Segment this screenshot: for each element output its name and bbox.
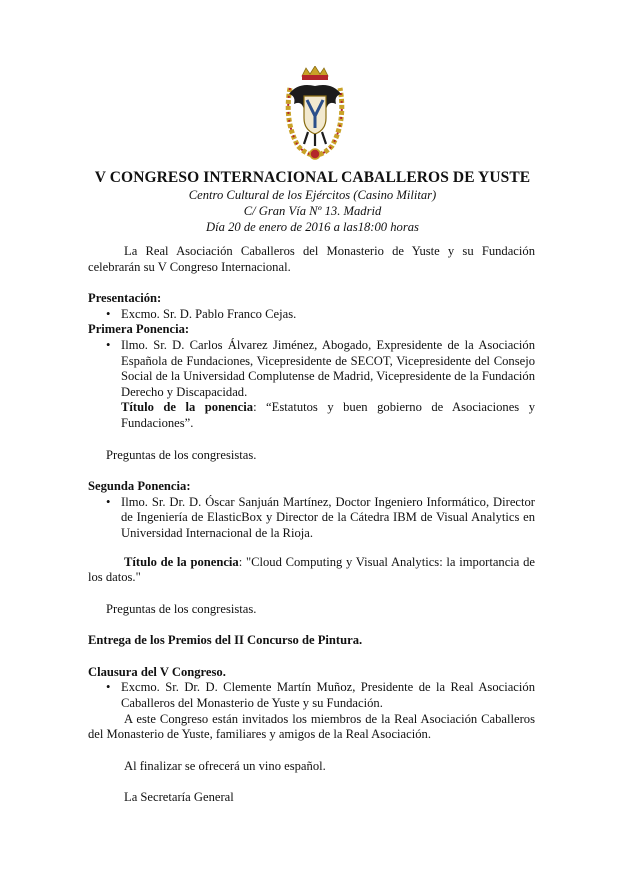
- intro-paragraph: La Real Asociación Caballeros del Monasterio de Yuste y su Fundación celebrarán su V Congreso Internacional.: [88, 244, 535, 274]
- bullet-glyph: •: [106, 680, 111, 695]
- primera-titulo-label: Título de la ponencia: [121, 400, 254, 415]
- segunda-preguntas: Preguntas de los congresistas.: [106, 601, 257, 616]
- primera-preguntas: Preguntas de los congresistas.: [106, 447, 257, 462]
- primera-titulo: [88, 400, 535, 431]
- segunda-item: [88, 495, 535, 542]
- date-line: Día 20 de enero de 2016 a las18:00 horas: [206, 220, 419, 234]
- segunda-titulo-label: Título de la ponencia: [124, 554, 239, 569]
- segunda-heading: Segunda Ponencia:: [88, 479, 191, 494]
- presentacion-heading: Presentación:: [88, 291, 162, 306]
- signature-line: La Secretaría General: [124, 790, 234, 805]
- segunda-item-text: Ilmo. Sr. Dr. D. Óscar Sanjuán Martínez, Doctor Ingeniero Informático, Director de Ingeniería de ElasticBox y Director de la Cátedra IBM de Visual Analytics en Universidad Internacional de la Rioja.: [121, 494, 535, 540]
- vino-paragraph: Al finalizar se ofrecerá un vino español.: [124, 758, 326, 773]
- clausura-item: [88, 680, 535, 711]
- document-body: [88, 244, 535, 806]
- clausura-heading: Clausura del V Congreso.: [88, 664, 226, 679]
- clausura-invitados: A este Congreso están invitados los miembros de la Real Asociación Caballeros del Monasterio de Yuste, familiares y amigos de la Real Asociación.: [88, 711, 535, 742]
- primera-titulo-text: : “Estatutos y buen gobierno de Asociaciones y Fundaciones”.: [121, 400, 535, 430]
- primera-item: [88, 338, 535, 400]
- bullet-glyph: •: [106, 494, 111, 509]
- presentacion-item-text: Excmo. Sr. D. Pablo Franco Cejas.: [121, 306, 297, 321]
- primera-item-text: Ilmo. Sr. D. Carlos Álvarez Jiménez, Abogado, Expresidente de la Asociación Española de Fundaciones, Vicepresidente de SECOT, Vicepresidente del Consejo Social de la Universidad Complutense de Madrid, Vicepresidente de la Fundación Derecho y Discapacidad.: [121, 337, 535, 399]
- segunda-titulo: [88, 555, 535, 586]
- document-header: [60, 168, 565, 235]
- venue-line: Centro Cultural de los Ejércitos (Casino Militar): [188, 188, 437, 202]
- segunda-titulo-text: : "Cloud Computing y Visual Analytics: la importancia de los datos.": [88, 554, 535, 585]
- clausura-item-text: Excmo. Sr. Dr. D. Clemente Martín Muñoz, Presidente de la Real Asociación Caballeros del Monasterio de Yuste y su Fundación.: [121, 680, 535, 711]
- bullet-glyph: •: [106, 306, 111, 321]
- entrega-heading: Entrega de los Premios del II Concurso de Pintura.: [88, 633, 363, 648]
- coat-of-arms-emblem: [280, 66, 350, 166]
- primera-heading: Primera Ponencia:: [88, 322, 190, 337]
- presentacion-item: [88, 307, 535, 323]
- document-title: V CONGRESO INTERNACIONAL CABALLEROS DE YUSTE: [94, 169, 531, 186]
- bullet-glyph: •: [106, 337, 111, 352]
- address-line: C/ Gran Vía Nº 13. Madrid: [243, 204, 382, 218]
